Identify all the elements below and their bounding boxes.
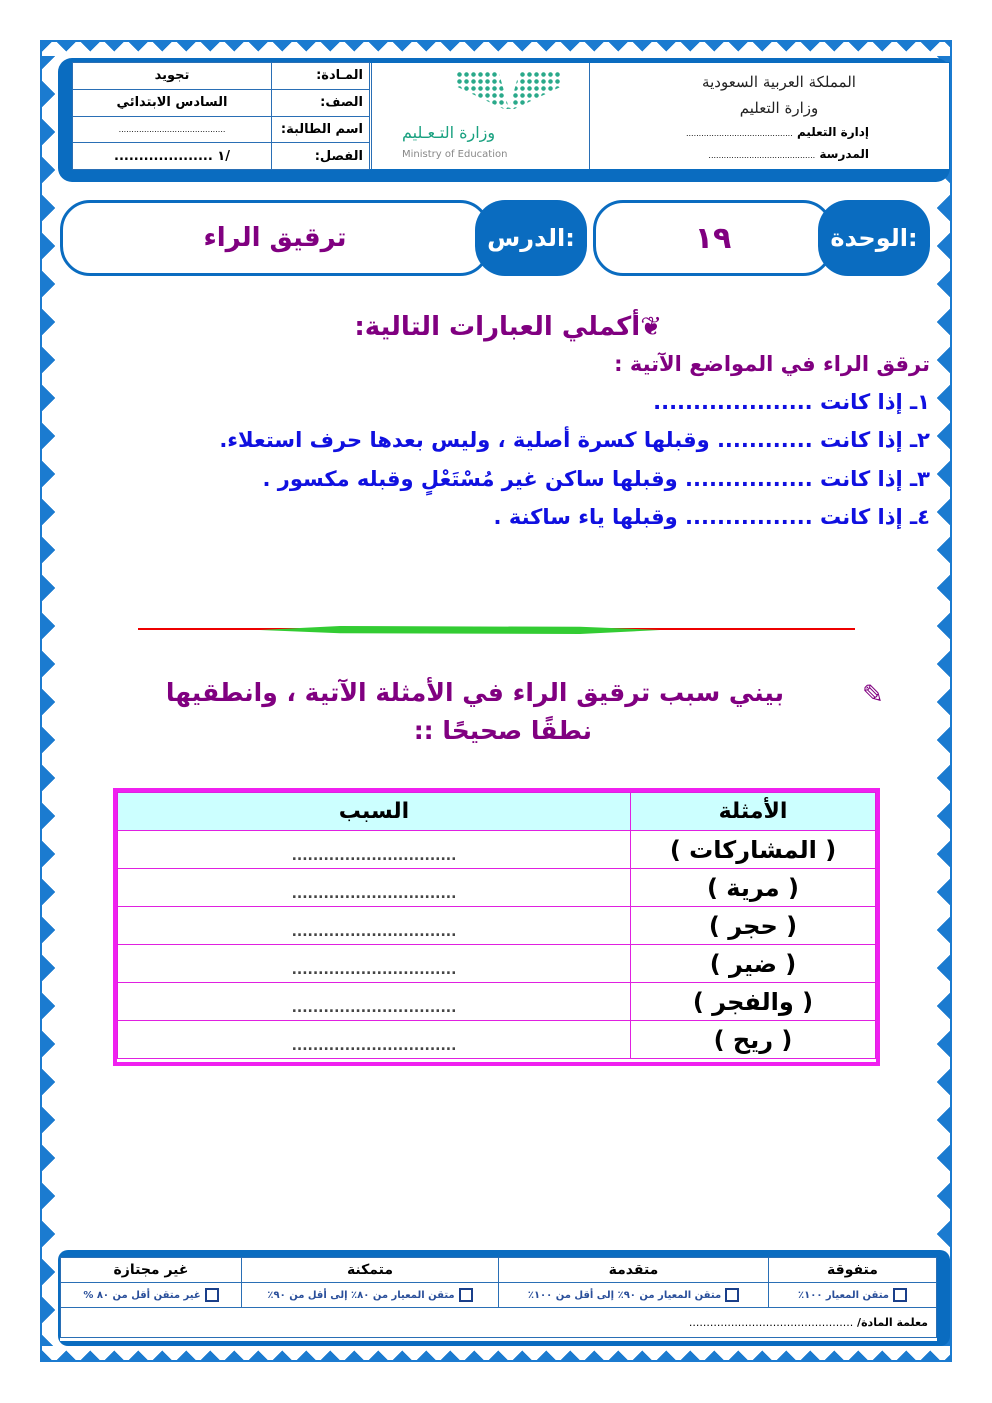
level-desc: متقن المعيار من ٩٠٪ إلى أقل من ١٠٠٪ <box>527 1290 722 1301</box>
example: ( مرية ) <box>631 869 876 907</box>
ministry-name-en: Ministry of Education <box>402 149 508 160</box>
section1-intro: ترقق الراء في المواضع الآتية : <box>614 352 930 376</box>
level-name: غير مجتازة <box>61 1258 242 1283</box>
reason-field[interactable]: ............................... <box>118 983 631 1021</box>
checkbox[interactable] <box>725 1288 739 1302</box>
examples-table <box>113 788 880 1066</box>
table-row <box>118 983 876 1021</box>
admin-field[interactable]: .......................................... <box>685 129 793 138</box>
header-examples: الأمثلة <box>631 793 876 831</box>
flower-icon: ❦ <box>640 312 662 342</box>
class-field[interactable]: /١ .................... <box>73 143 272 170</box>
logo-dots <box>456 71 562 109</box>
lesson-title: ترقيق الراء <box>60 200 490 276</box>
teacher-label: معلمة المادة/ <box>857 1316 928 1329</box>
section2-title-1: بيني سبب ترقيق الراء في الأمثلة الآتية ، وانطقيها <box>165 678 784 707</box>
pencil-icon: ✎ <box>862 680 884 710</box>
checkbox[interactable] <box>893 1288 907 1302</box>
level-name: متقدمة <box>499 1258 769 1283</box>
checkbox[interactable] <box>205 1288 219 1302</box>
moe-logo <box>371 63 589 169</box>
item-3: ٣ـ إذا كانت ................ وقبلها ساكن غير مُسْتَعْلٍ وقبله مكسور . <box>262 467 930 491</box>
table-row <box>118 831 876 869</box>
reason-field[interactable]: ............................... <box>118 1021 631 1059</box>
reason-field[interactable]: ............................... <box>118 831 631 869</box>
reason-field[interactable]: ............................... <box>118 869 631 907</box>
example: ( والفجر ) <box>631 983 876 1021</box>
kingdom-logo: المملكة العربية السعودية وزارة التعليم <box>702 73 856 117</box>
grade-label: الصف: <box>272 89 370 116</box>
table-row <box>118 869 876 907</box>
ministry-block <box>589 63 949 169</box>
checkbox[interactable] <box>459 1288 473 1302</box>
table-row <box>118 907 876 945</box>
item-1: ١ـ إذا كانت .................... <box>653 390 930 414</box>
assessment-table <box>60 1257 937 1341</box>
subject-label: المـادة: <box>272 63 370 90</box>
grade-value: السادس الابتدائي <box>73 89 272 116</box>
reason-field[interactable]: ............................... <box>118 907 631 945</box>
example: ( حجر ) <box>631 907 876 945</box>
example: ( ضير ) <box>631 945 876 983</box>
info-table <box>72 62 370 170</box>
border-pattern <box>42 56 58 1346</box>
item-2: ٢ـ إذا كانت ............ وقبلها كسرة أصلية ، وليس بعدها حرف استعلاء. <box>219 428 930 452</box>
lesson-label: الدرس: <box>475 200 587 276</box>
item-4: ٤ـ إذا كانت ................ وقبلها ياء ساكنة . <box>493 505 930 529</box>
admin-label: إدارة التعليم <box>796 125 869 139</box>
school-field[interactable]: .......................................... <box>708 151 816 160</box>
border-pattern <box>934 56 950 1346</box>
section2-title-2: نطقًا صحيحًا :: <box>413 716 592 745</box>
teacher-field[interactable]: ............................................... <box>688 1316 854 1329</box>
example: ( ريح ) <box>631 1021 876 1059</box>
border-pattern <box>42 1346 950 1360</box>
unit-label: الوحدة: <box>818 200 930 276</box>
header-reason: السبب <box>118 793 631 831</box>
subject-value: تجويد <box>73 63 272 90</box>
level-desc: غير متقن أقل من ٨٠ % <box>83 1290 201 1301</box>
class-label: الفصل: <box>272 143 370 170</box>
unit-value: ١٩ <box>593 200 833 276</box>
table-row <box>118 1021 876 1059</box>
student-label: اسم الطالبة: <box>272 116 370 143</box>
ministry-name-ar: وزارة التـعـليم <box>402 123 496 142</box>
level-desc: متقن المعيار من ٨٠٪ إلى أقل من ٩٠٪ <box>267 1290 455 1301</box>
example: ( المشاركات ) <box>631 831 876 869</box>
level-name: متمكنة <box>242 1258 499 1283</box>
reason-field[interactable]: ............................... <box>118 945 631 983</box>
school-label: المدرسة <box>819 147 869 161</box>
section1-title: أكملي العبارات التالية: <box>354 312 641 342</box>
level-name: متفوقة <box>769 1258 937 1283</box>
student-name-field[interactable]: .......................................... <box>73 116 272 143</box>
table-row <box>118 945 876 983</box>
border-pattern <box>42 42 950 56</box>
level-desc: متقن المعيار ١٠٠٪ <box>798 1290 889 1301</box>
